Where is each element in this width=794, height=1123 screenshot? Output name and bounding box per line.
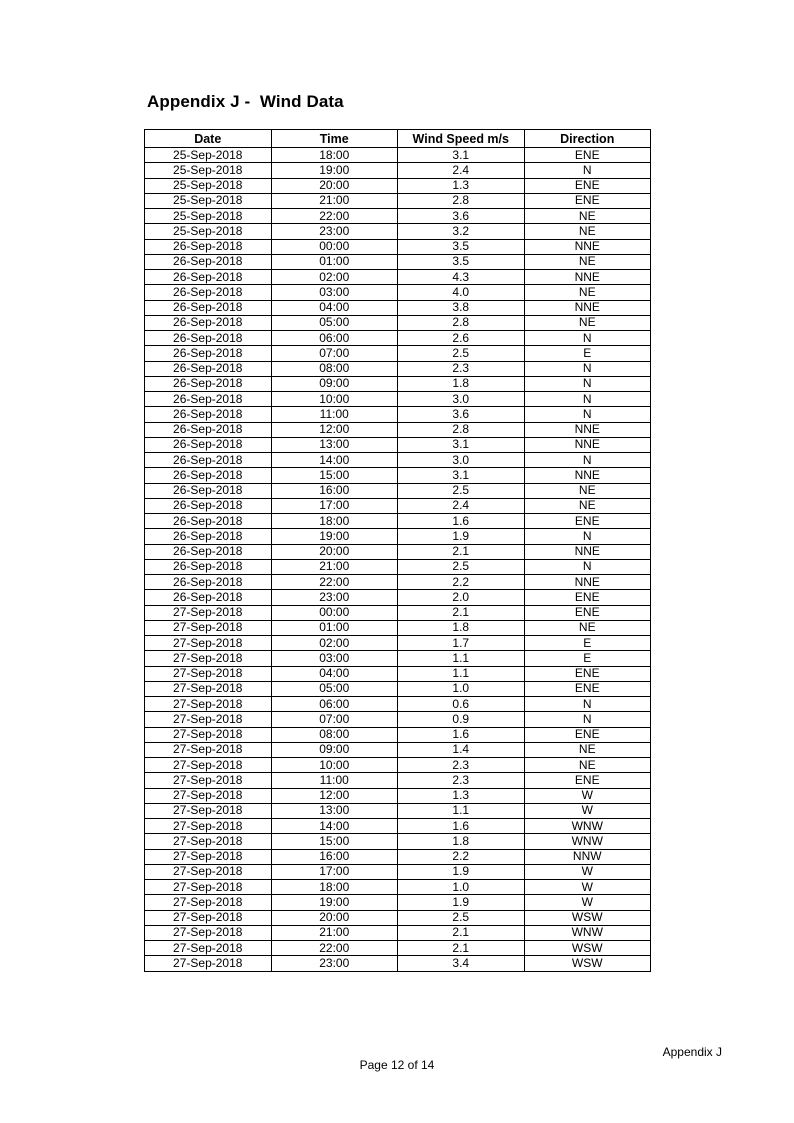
cell-time: 08:00 (271, 727, 398, 742)
cell-date: 26-Sep-2018 (145, 422, 272, 437)
table-row (145, 956, 651, 971)
cell-date: 27-Sep-2018 (145, 925, 272, 940)
cell-direction: N (524, 407, 651, 422)
cell-direction: NNW (524, 849, 651, 864)
cell-date: 27-Sep-2018 (145, 605, 272, 620)
cell-direction: NNE (524, 239, 651, 254)
cell-date: 26-Sep-2018 (145, 392, 272, 407)
table-row (145, 773, 651, 788)
cell-date: 27-Sep-2018 (145, 803, 272, 818)
cell-time: 00:00 (271, 605, 398, 620)
table-row (145, 483, 651, 498)
header-time: Time (271, 130, 398, 148)
cell-wind-speed: 1.6 (398, 514, 525, 529)
cell-time: 01:00 (271, 620, 398, 635)
cell-wind-speed: 2.6 (398, 331, 525, 346)
cell-time: 23:00 (271, 224, 398, 239)
cell-time: 16:00 (271, 849, 398, 864)
cell-date: 26-Sep-2018 (145, 285, 272, 300)
page-title: Appendix J - Wind Data (147, 92, 344, 111)
cell-direction: N (524, 163, 651, 178)
cell-direction: N (524, 361, 651, 376)
cell-wind-speed: 3.6 (398, 209, 525, 224)
cell-time: 02:00 (271, 270, 398, 285)
cell-date: 27-Sep-2018 (145, 895, 272, 910)
cell-wind-speed: 1.8 (398, 376, 525, 391)
table-row (145, 361, 651, 376)
cell-time: 13:00 (271, 437, 398, 452)
cell-time: 10:00 (271, 392, 398, 407)
cell-time: 22:00 (271, 941, 398, 956)
cell-direction: N (524, 331, 651, 346)
cell-wind-speed: 1.1 (398, 666, 525, 681)
cell-direction: ENE (524, 666, 651, 681)
table-row (145, 209, 651, 224)
cell-time: 07:00 (271, 346, 398, 361)
cell-direction: E (524, 651, 651, 666)
cell-time: 04:00 (271, 300, 398, 315)
cell-wind-speed: 1.0 (398, 880, 525, 895)
cell-date: 27-Sep-2018 (145, 880, 272, 895)
table-row (145, 468, 651, 483)
cell-date: 26-Sep-2018 (145, 239, 272, 254)
cell-direction: WNW (524, 925, 651, 940)
table-row (145, 331, 651, 346)
cell-wind-speed: 2.8 (398, 422, 525, 437)
cell-wind-speed: 2.5 (398, 559, 525, 574)
cell-direction: NE (524, 315, 651, 330)
cell-date: 26-Sep-2018 (145, 468, 272, 483)
table-row (145, 239, 651, 254)
cell-wind-speed: 2.8 (398, 193, 525, 208)
cell-wind-speed: 2.4 (398, 163, 525, 178)
cell-wind-speed: 2.0 (398, 590, 525, 605)
cell-time: 21:00 (271, 925, 398, 940)
table-row (145, 681, 651, 696)
cell-direction: ENE (524, 193, 651, 208)
cell-time: 14:00 (271, 453, 398, 468)
cell-direction: N (524, 453, 651, 468)
table-row (145, 620, 651, 635)
cell-date: 27-Sep-2018 (145, 758, 272, 773)
table-row (145, 315, 651, 330)
cell-direction: WNW (524, 834, 651, 849)
table-row (145, 437, 651, 452)
cell-time: 18:00 (271, 148, 398, 163)
cell-time: 03:00 (271, 651, 398, 666)
table-header (145, 130, 651, 148)
table-row (145, 285, 651, 300)
cell-time: 09:00 (271, 742, 398, 757)
table-row (145, 346, 651, 361)
header-row (145, 130, 651, 148)
cell-time: 07:00 (271, 712, 398, 727)
table-row (145, 742, 651, 757)
table-row (145, 407, 651, 422)
cell-direction: N (524, 559, 651, 574)
cell-time: 01:00 (271, 254, 398, 269)
cell-time: 08:00 (271, 361, 398, 376)
cell-date: 26-Sep-2018 (145, 575, 272, 590)
cell-date: 26-Sep-2018 (145, 254, 272, 269)
cell-wind-speed: 2.8 (398, 315, 525, 330)
cell-time: 23:00 (271, 956, 398, 971)
cell-date: 26-Sep-2018 (145, 559, 272, 574)
cell-date: 25-Sep-2018 (145, 209, 272, 224)
cell-wind-speed: 2.1 (398, 925, 525, 940)
cell-date: 26-Sep-2018 (145, 300, 272, 315)
cell-date: 27-Sep-2018 (145, 727, 272, 742)
cell-direction: NE (524, 758, 651, 773)
cell-date: 27-Sep-2018 (145, 910, 272, 925)
cell-wind-speed: 3.1 (398, 468, 525, 483)
cell-wind-speed: 1.9 (398, 895, 525, 910)
cell-wind-speed: 1.3 (398, 788, 525, 803)
cell-wind-speed: 2.3 (398, 758, 525, 773)
cell-date: 27-Sep-2018 (145, 742, 272, 757)
cell-wind-speed: 3.1 (398, 437, 525, 452)
cell-time: 03:00 (271, 285, 398, 300)
table-row (145, 941, 651, 956)
cell-time: 09:00 (271, 376, 398, 391)
cell-time: 06:00 (271, 697, 398, 712)
cell-time: 18:00 (271, 880, 398, 895)
cell-date: 26-Sep-2018 (145, 407, 272, 422)
cell-direction: N (524, 712, 651, 727)
cell-wind-speed: 3.6 (398, 407, 525, 422)
cell-date: 26-Sep-2018 (145, 331, 272, 346)
cell-date: 26-Sep-2018 (145, 483, 272, 498)
cell-time: 14:00 (271, 819, 398, 834)
cell-wind-speed: 0.9 (398, 712, 525, 727)
cell-direction: NNE (524, 544, 651, 559)
cell-wind-speed: 2.1 (398, 544, 525, 559)
table-row (145, 666, 651, 681)
cell-time: 20:00 (271, 910, 398, 925)
cell-wind-speed: 2.1 (398, 941, 525, 956)
table-row (145, 895, 651, 910)
cell-date: 26-Sep-2018 (145, 498, 272, 513)
cell-time: 20:00 (271, 178, 398, 193)
cell-wind-speed: 2.1 (398, 605, 525, 620)
table-row (145, 880, 651, 895)
cell-date: 27-Sep-2018 (145, 697, 272, 712)
cell-date: 25-Sep-2018 (145, 148, 272, 163)
cell-time: 15:00 (271, 834, 398, 849)
cell-wind-speed: 1.6 (398, 727, 525, 742)
cell-date: 27-Sep-2018 (145, 864, 272, 879)
cell-direction: E (524, 636, 651, 651)
cell-date: 27-Sep-2018 (145, 666, 272, 681)
table-row (145, 834, 651, 849)
cell-direction: ENE (524, 590, 651, 605)
cell-wind-speed: 2.2 (398, 575, 525, 590)
cell-time: 19:00 (271, 163, 398, 178)
header-date: Date (145, 130, 272, 148)
cell-direction: WSW (524, 956, 651, 971)
table-row (145, 636, 651, 651)
cell-time: 05:00 (271, 315, 398, 330)
cell-direction: N (524, 376, 651, 391)
cell-direction: NE (524, 483, 651, 498)
cell-wind-speed: 4.3 (398, 270, 525, 285)
cell-wind-speed: 3.0 (398, 453, 525, 468)
cell-direction: WNW (524, 819, 651, 834)
cell-time: 22:00 (271, 575, 398, 590)
cell-date: 25-Sep-2018 (145, 193, 272, 208)
table-row (145, 925, 651, 940)
cell-time: 11:00 (271, 407, 398, 422)
header-wind-speed: Wind Speed m/s (398, 130, 525, 148)
cell-wind-speed: 2.3 (398, 361, 525, 376)
cell-direction: W (524, 880, 651, 895)
cell-date: 25-Sep-2018 (145, 224, 272, 239)
table-row (145, 697, 651, 712)
cell-direction: W (524, 788, 651, 803)
cell-direction: N (524, 392, 651, 407)
table-row (145, 529, 651, 544)
cell-direction: NE (524, 254, 651, 269)
footer-appendix-label: Appendix J (662, 1045, 722, 1059)
cell-direction: ENE (524, 514, 651, 529)
cell-time: 19:00 (271, 529, 398, 544)
cell-time: 10:00 (271, 758, 398, 773)
table-row (145, 453, 651, 468)
cell-direction: N (524, 529, 651, 544)
cell-wind-speed: 2.4 (398, 498, 525, 513)
cell-wind-speed: 3.0 (398, 392, 525, 407)
cell-wind-speed: 1.7 (398, 636, 525, 651)
cell-wind-speed: 1.1 (398, 651, 525, 666)
table-row (145, 559, 651, 574)
cell-time: 15:00 (271, 468, 398, 483)
cell-date: 27-Sep-2018 (145, 681, 272, 696)
cell-time: 13:00 (271, 803, 398, 818)
cell-direction: ENE (524, 773, 651, 788)
cell-wind-speed: 1.3 (398, 178, 525, 193)
table-row (145, 270, 651, 285)
table-row (145, 224, 651, 239)
cell-date: 27-Sep-2018 (145, 636, 272, 651)
cell-date: 26-Sep-2018 (145, 361, 272, 376)
cell-wind-speed: 4.0 (398, 285, 525, 300)
cell-direction: NE (524, 209, 651, 224)
cell-wind-speed: 1.6 (398, 819, 525, 834)
cell-date: 27-Sep-2018 (145, 956, 272, 971)
cell-wind-speed: 1.9 (398, 864, 525, 879)
cell-direction: WSW (524, 941, 651, 956)
table-row (145, 544, 651, 559)
cell-time: 17:00 (271, 498, 398, 513)
table-row (145, 422, 651, 437)
cell-time: 19:00 (271, 895, 398, 910)
cell-wind-speed: 1.1 (398, 803, 525, 818)
cell-time: 06:00 (271, 331, 398, 346)
cell-date: 26-Sep-2018 (145, 270, 272, 285)
cell-direction: ENE (524, 178, 651, 193)
table-row (145, 178, 651, 193)
cell-time: 21:00 (271, 559, 398, 574)
cell-date: 27-Sep-2018 (145, 620, 272, 635)
cell-wind-speed: 0.6 (398, 697, 525, 712)
table-row (145, 849, 651, 864)
table-row (145, 193, 651, 208)
table-row (145, 376, 651, 391)
cell-wind-speed: 3.4 (398, 956, 525, 971)
wind-data-table (144, 129, 651, 972)
cell-date: 27-Sep-2018 (145, 651, 272, 666)
cell-time: 12:00 (271, 788, 398, 803)
cell-direction: NE (524, 498, 651, 513)
cell-wind-speed: 2.3 (398, 773, 525, 788)
table-row (145, 300, 651, 315)
cell-date: 27-Sep-2018 (145, 941, 272, 956)
cell-direction: NNE (524, 575, 651, 590)
cell-date: 25-Sep-2018 (145, 163, 272, 178)
cell-wind-speed: 3.5 (398, 239, 525, 254)
cell-wind-speed: 3.1 (398, 148, 525, 163)
cell-direction: W (524, 803, 651, 818)
cell-direction: E (524, 346, 651, 361)
cell-wind-speed: 3.5 (398, 254, 525, 269)
cell-wind-speed: 2.5 (398, 910, 525, 925)
table-row (145, 788, 651, 803)
table-row (145, 254, 651, 269)
cell-direction: NNE (524, 437, 651, 452)
table-row (145, 651, 651, 666)
cell-date: 27-Sep-2018 (145, 819, 272, 834)
cell-wind-speed: 1.4 (398, 742, 525, 757)
cell-wind-speed: 1.8 (398, 620, 525, 635)
cell-wind-speed: 1.8 (398, 834, 525, 849)
cell-wind-speed: 1.0 (398, 681, 525, 696)
table-row (145, 727, 651, 742)
cell-time: 12:00 (271, 422, 398, 437)
cell-direction: ENE (524, 727, 651, 742)
cell-date: 26-Sep-2018 (145, 453, 272, 468)
cell-time: 18:00 (271, 514, 398, 529)
cell-time: 00:00 (271, 239, 398, 254)
cell-direction: ENE (524, 605, 651, 620)
cell-direction: NNE (524, 300, 651, 315)
cell-direction: ENE (524, 681, 651, 696)
cell-wind-speed: 2.5 (398, 483, 525, 498)
cell-date: 26-Sep-2018 (145, 590, 272, 605)
cell-time: 23:00 (271, 590, 398, 605)
cell-direction: W (524, 864, 651, 879)
cell-date: 26-Sep-2018 (145, 315, 272, 330)
cell-time: 04:00 (271, 666, 398, 681)
cell-direction: NE (524, 620, 651, 635)
footer-page-number: Page 12 of 14 (359, 1058, 435, 1072)
cell-date: 27-Sep-2018 (145, 773, 272, 788)
cell-date: 27-Sep-2018 (145, 788, 272, 803)
cell-date: 27-Sep-2018 (145, 834, 272, 849)
cell-date: 26-Sep-2018 (145, 376, 272, 391)
cell-direction: N (524, 697, 651, 712)
table-row (145, 590, 651, 605)
table-row (145, 605, 651, 620)
cell-time: 11:00 (271, 773, 398, 788)
table-row (145, 392, 651, 407)
cell-wind-speed: 1.9 (398, 529, 525, 544)
cell-direction: ENE (524, 148, 651, 163)
table-row (145, 148, 651, 163)
table-row (145, 163, 651, 178)
cell-time: 22:00 (271, 209, 398, 224)
cell-time: 02:00 (271, 636, 398, 651)
cell-direction: NNE (524, 468, 651, 483)
table-row (145, 575, 651, 590)
table-body (145, 148, 651, 972)
cell-date: 26-Sep-2018 (145, 544, 272, 559)
cell-time: 17:00 (271, 864, 398, 879)
cell-direction: WSW (524, 910, 651, 925)
cell-time: 05:00 (271, 681, 398, 696)
cell-wind-speed: 2.2 (398, 849, 525, 864)
header-direction: Direction (524, 130, 651, 148)
cell-direction: NE (524, 224, 651, 239)
cell-direction: NNE (524, 422, 651, 437)
cell-direction: W (524, 895, 651, 910)
cell-date: 25-Sep-2018 (145, 178, 272, 193)
cell-wind-speed: 3.8 (398, 300, 525, 315)
cell-direction: NNE (524, 270, 651, 285)
cell-time: 16:00 (271, 483, 398, 498)
table-row (145, 498, 651, 513)
cell-wind-speed: 3.2 (398, 224, 525, 239)
cell-date: 26-Sep-2018 (145, 529, 272, 544)
table-row (145, 819, 651, 834)
table-row (145, 910, 651, 925)
table-row (145, 803, 651, 818)
cell-wind-speed: 2.5 (398, 346, 525, 361)
table-row (145, 758, 651, 773)
cell-date: 26-Sep-2018 (145, 346, 272, 361)
cell-time: 20:00 (271, 544, 398, 559)
cell-date: 27-Sep-2018 (145, 712, 272, 727)
cell-date: 26-Sep-2018 (145, 514, 272, 529)
cell-date: 27-Sep-2018 (145, 849, 272, 864)
cell-direction: NE (524, 285, 651, 300)
cell-time: 21:00 (271, 193, 398, 208)
table-row (145, 514, 651, 529)
cell-date: 26-Sep-2018 (145, 437, 272, 452)
table-row (145, 712, 651, 727)
cell-direction: NE (524, 742, 651, 757)
table-row (145, 864, 651, 879)
